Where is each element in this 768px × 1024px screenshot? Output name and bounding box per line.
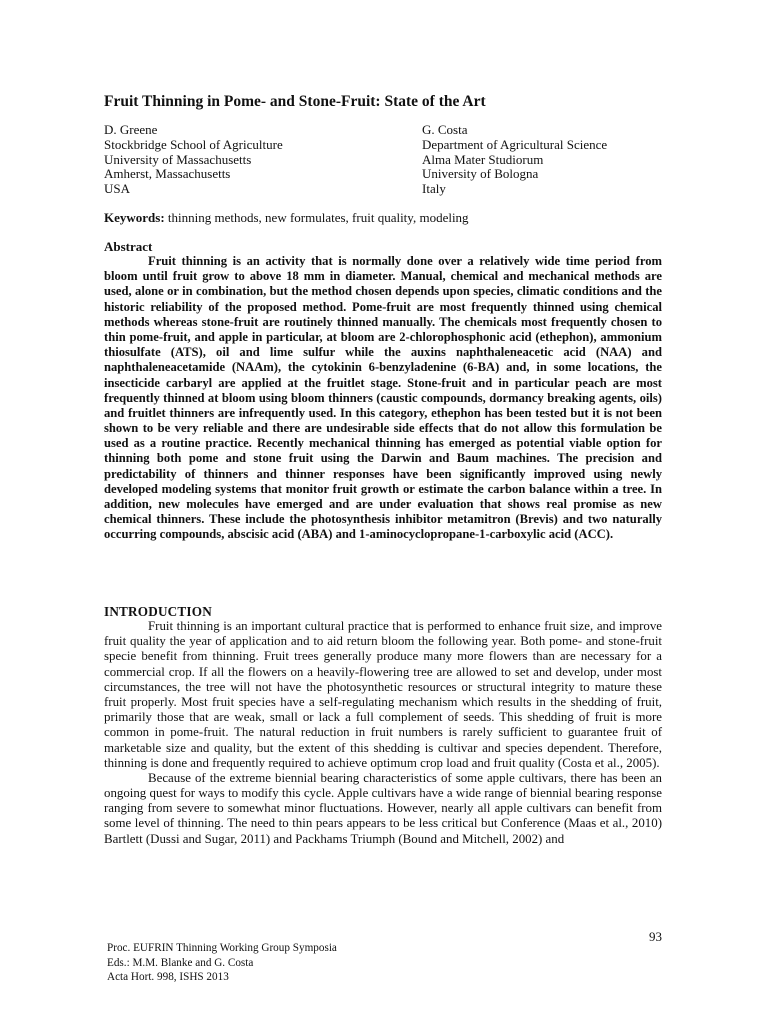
author-affiliation-line: Department of Agricultural Science bbox=[422, 136, 608, 152]
author-1 bbox=[104, 123, 283, 197]
author-affiliation-line: Amherst, Massachusetts bbox=[104, 166, 231, 182]
author-affiliation-line: University of Bologna bbox=[422, 166, 539, 182]
keywords bbox=[104, 210, 664, 226]
paper-title: Fruit Thinning in Pome- and Stone-Fruit: State of the Art bbox=[104, 93, 486, 110]
author-affiliation-line: University of Massachusetts bbox=[104, 151, 252, 167]
footer-line: Eds.: M.M. Blanke and G. Costa bbox=[107, 956, 254, 969]
abstract-heading: Abstract bbox=[104, 239, 153, 254]
introduction-body bbox=[104, 619, 662, 847]
introduction-paragraph: Fruit thinning is an important cultural practice that is performed to enhance fruit size, and improve fruit quality the year of application and to aid return bloom the following year. Both pome- and stone-fruit specie benefit from thinning. Fruit trees generally produce many more flowers than are necessary for a commercial crop. If all the flowers on a heavily-flowering tree are allowed to set and develop, under most circumstances, the tree will not have the photosynthetic resources or structural integrity to mature these fruit properly. Most fruit species have a self-regulating mechanism which results in the shedding of fruit, primarily those that are weak, small or lack a full complement of seeds. This shedding of fruit is more common in pome-fruit. The natural reduction in fruit numbers is rarely sufficient to guarantee fruit of marketable size and quality, but the extent of this shedding is cultivar and species dependent. Therefore, thinning is done and frequently required to achieve optimum crop load and fruit quality (Costa et al., 2005). bbox=[104, 619, 662, 770]
introduction-heading: INTRODUCTION bbox=[104, 604, 212, 619]
footer-line: Proc. EUFRIN Thinning Working Group Symposia bbox=[107, 942, 337, 954]
author-name: D. Greene bbox=[104, 122, 158, 137]
keywords-label: Keywords: bbox=[104, 210, 165, 225]
footer-line: Acta Hort. 998, ISHS 2013 bbox=[107, 971, 229, 983]
introduction-paragraph: Because of the extreme biennial bearing characteristics of some apple cultivars, there has been an ongoing quest for ways to modify this cycle. Apple cultivars have a wide range of biennial bearing response ranging from severe to somewhat minor fluctuations. However, nearly all apple cultivars can benefit from some level of thinning. The need to thin pears appears to be less critical but Conference (Maas et al., 2010) Bartlett (Dussi and Sugar, 2011) and Packhams Triumph (Bound and Mitchell, 2002) and bbox=[104, 770, 662, 846]
footer-citation bbox=[107, 941, 337, 985]
author-affiliation-line: USA bbox=[104, 181, 131, 197]
page-number: 93 bbox=[649, 929, 662, 944]
abstract-body: Fruit thinning is an activity that is normally done over a relatively wide time period from bloom until fruit grow to above 18 mm in diameter. Manual, chemical and mechanical methods are used, alone or in combination, but the method chosen depends upon species, climatic conditions and the historic reliability of the proposed method. Pome-fruit are most frequently thinned using chemical methods whereas stone-fruit are routinely thinned manually. The chemicals most frequently chosen to thin pome-fruit, and apple in particular, at bloom are 2-chlorophosphonic acid (ethephon), ammonium thiosulfate (ATS), oil and lime sulfur while the auxins naphthaleneacetic acid (NAA) and naphthaleneacetamide (NAAm), the cytokinin 6-benzyladenine (6-BA) and, in some locations, the insecticide carbaryl are applied at the fruitlet stage. Stone-fruit and in particular peach are most frequently thinned at bloom using bloom thinners (caustic compounds, dormancy breaking agents, oils) and fruitlet thinners are infrequently used. In this category, ethephon has been tested but it is not been shown to be very reliable and there are undesirable side effects that do not allow this formulation be used as a routine practice. Recently mechanical thinning has emerged as potential viable option for thinning both pome and stone fruit using the Darwin and Baum machines. The precision and predictability of thinners and thinner responses have been significantly improved using newly developed modeling systems that monitor fruit growth or estimate the carbon balance within a tree. In addition, new molecules have emerged and are under evaluation that shows real promise as new chemical thinners. These include the photosynthesis inhibitor metamitron (Brevis) and two naturally occurring compounds, abscisic acid (ABA) and 1-aminocyclopropane-1-carboxylic acid (ACC). bbox=[104, 254, 662, 542]
author-2 bbox=[422, 123, 607, 197]
author-affiliation-line: Italy bbox=[422, 181, 446, 197]
author-affiliation-line: Stockbridge School of Agriculture bbox=[104, 136, 283, 152]
author-affiliation-line: Alma Mater Studiorum bbox=[422, 151, 544, 167]
author-name: G. Costa bbox=[422, 122, 468, 137]
keywords-text: thinning methods, new formulates, fruit quality, modeling bbox=[164, 210, 469, 225]
